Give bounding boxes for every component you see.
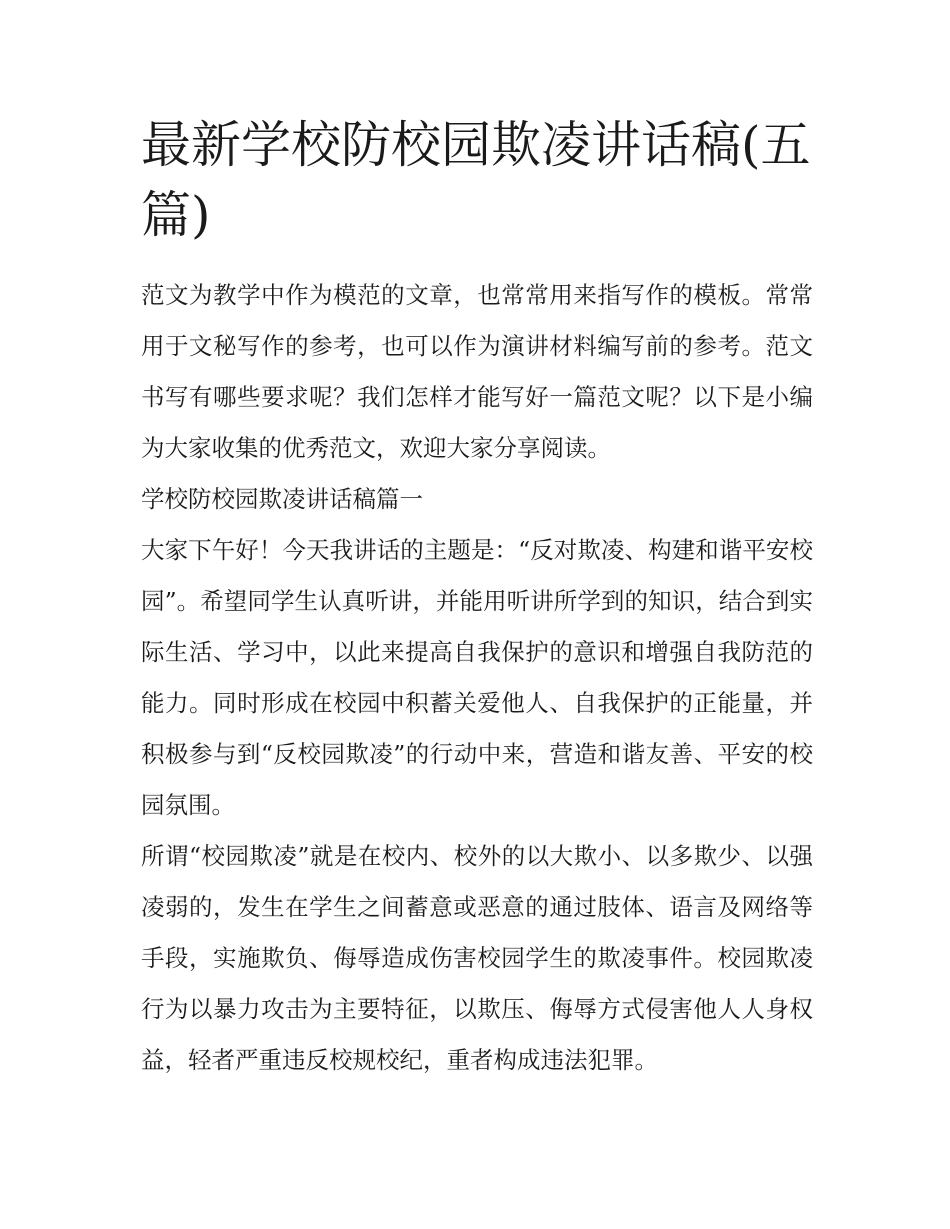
intro-paragraph: 范文为教学中作为模范的文章，也常常用来指写作的模板。常常用于文秘写作的参考，也可以作为演讲材料编写前的参考。范文书写有哪些要求呢？我们怎样才能写好一篇范文呢？以下是小编为大家收集的优秀范文，欢迎大家分享阅读。: [141, 281, 813, 462]
document-body: [141, 110, 813, 1086]
document-title: 最新学校防校园欺凌讲话稿(五篇): [141, 116, 811, 244]
speech-paragraph-1: 大家下午好！今天我讲话的主题是：“反对欺凌、构建和谐平安校园”。希望同学生认真听讲，并能用听讲所学到的知识，结合到实际生活、学习中，以此来提高自我保护的意识和增强自我防范的能力。同时形成在校园中积蓄关爱他人、自我保护的正能量，并积极参与到“反校园欺凌”的行动中来，营造和谐友善、平安的校园氛围。: [141, 536, 813, 819]
speech-paragraph-2: 所谓“校园欺凌”就是在校内、校外的以大欺小、以多欺少、以强凌弱的，发生在学生之间蓄意或恶意的通过肢体、语言及网络等手段，实施欺负、侮辱造成伤害校园学生的欺凌事件。校园欺凌行为以暴力攻击为主要特征，以欺压、侮辱方式侵害他人人身权益，轻者严重违反校规校纪，重者构成违法犯罪。: [141, 842, 813, 1074]
section-heading: 学校防校园欺凌讲话稿篇一: [141, 485, 423, 513]
